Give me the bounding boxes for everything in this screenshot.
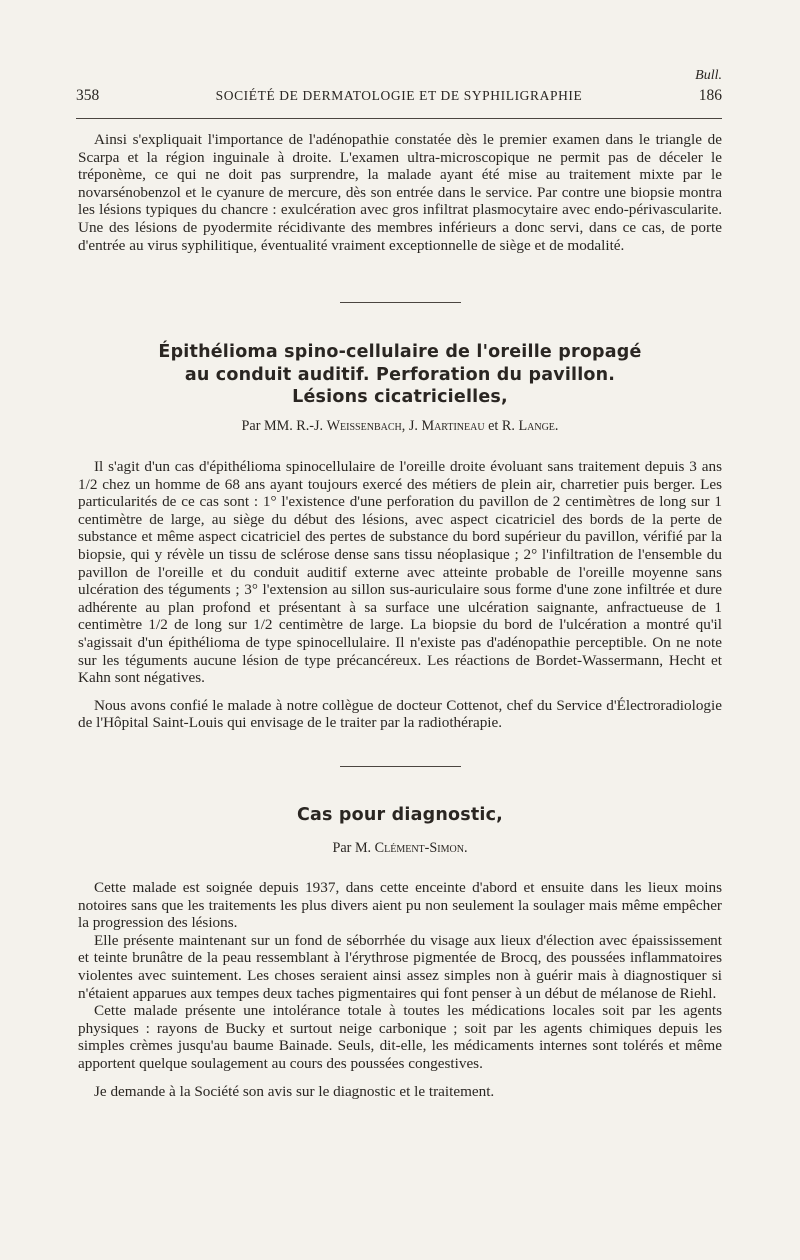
continuation-paragraph: Ainsi s'expliquait l'importance de l'adénopathie constatée dès le premier examen dans le triangle de Scarpa et la région inguinale à droite. L'examen ultra-microscopique ne permit pas de déceler le tréponème, ce qui ne doit pas surprendre, la malade ayant été mise au traitement mixte par le novarsénobenzol et le cyanure de mercure, dès son entrée dans le service. Par contre une biopsie montra les lésions typiques du chancre : exulcération avec gros infiltrat plasmocytaire avec endo-périvascularite. Une des lésions de pyodermite récidivante des membres inférieurs a donc servi, dans ce cas, de porte d'entrée au virus syphilitique, éventualité vraiment exceptionnelle de siège et de modalité.: [78, 131, 722, 254]
article-title-line: au conduit auditif. Perforation du pavillon.: [184, 364, 616, 385]
page-number: 358: [76, 87, 100, 104]
author-name: Lange.: [518, 418, 559, 434]
article-title: [78, 804, 722, 827]
header-note: Bull.: [695, 68, 722, 83]
section-separator: [340, 766, 461, 767]
authors-conjunction: et R.: [488, 418, 515, 434]
article-authors: [78, 840, 722, 857]
article-paragraph: Cette malade est soignée depuis 1937, dans cette enceinte d'abord et ensuite dans les lieux moins notoires sans que les traitements les plus divers aient pu non seulement la soulager mais même empêcher la progression des lésions.: [78, 879, 722, 932]
article-title-line: Cas pour diagnostic,: [296, 805, 504, 825]
article-body: [78, 879, 722, 1100]
issue-number: 186: [698, 87, 722, 104]
continuation-text: [78, 131, 722, 254]
article-title: [78, 341, 722, 409]
header-rule: [76, 118, 722, 119]
article-paragraph: Nous avons confié le malade à notre collègue de docteur Cottenot, chef du Service d'Électroradiologie de l'Hôpital Saint-Louis qui envisage de le traiter par la radiothérapie.: [78, 696, 722, 732]
author-name: Martineau: [421, 418, 485, 434]
journal-title: SOCIÉTÉ DE DERMATOLOGIE ET DE SYPHILIGRAPHIE: [215, 88, 583, 103]
article-title-line: Épithélioma spino-cellulaire de l'oreille propagé: [158, 342, 642, 362]
author-initial: J.: [408, 418, 418, 434]
article-paragraph: Il s'agit d'un cas d'épithélioma spinocellulaire de l'oreille droite évoluant sans traitement depuis 3 ans 1/2 chez un homme de 68 ans ayant toujours exercé des métiers de plein air, charretier puis berger. Les particularités de ce cas sont : 1° l'existence d'une perforation du pavillon de 2 centimètres de long sur 1 centimètre de large, au siège du début des lésions, avec aspect cicatriciel des bords de la perte de substance et même aspect cicatriciel des pertes de substance du bord supérieur du pavillon, vérifié par la biopsie, qui y révèle un tissu de sclérose dense sans tissu néoplasique ; 2° l'infiltration de l'ensemble du pavillon de l'oreille et du conduit auditif externe avec atteinte probable de l'oreille moyenne sans ulcération des téguments ; 3° l'extension au sillon sus-auriculaire sous forme d'une zone infiltrée et dure adhérente au plan profond et présentant à sa surface une ulcération saignante, anfractueuse de 1 centimètre 1/2 de long sur 1/2 centimètre de large. La biopsie du bord de l'ulcération a montré qu'il s'agissait d'un épithélioma de type spinocellulaire. Il n'existe pas d'adénopathie perceptible. On ne note sur les téguments aucune lésion de type précancéreux. Les réactions de Bordet-Wassermann, Hecht et Kahn sont négatives.: [78, 458, 722, 687]
authors-prefix: Par MM. R.-J.: [241, 418, 324, 434]
section-separator: [340, 302, 461, 303]
article-paragraph: Cette malade présente une intolérance totale à toutes les médications locales soit par les agents physiques : rayons de Bucky et surtout neige carbonique ; soit par les agents chimiques depuis les simples crèmes jusqu'au baume Bainade. Seuls, dit-elle, les médicaments internes sont tolérés et même apportent quelque soulagement au cours des poussées congestives.: [78, 1002, 722, 1072]
article-body: [78, 458, 722, 732]
authors-prefix: Par M.: [332, 840, 372, 856]
article-paragraph: Elle présente maintenant sur un fond de séborrhée du visage aux lieux d'élection avec épaississement et teinte brunâtre de la peau ressemblant à l'érythrose pigmentée de Brocq, des poussées inflammatoires violentes avec suintement. Les choses seraient ainsi assez simples non à guérir mais à diagnostiquer si n'étaient apparues aux tempes deux taches pigmentaires qui font penser à un début de mélanose de Riehl.: [78, 931, 722, 1002]
article-paragraph: Je demande à la Société son avis sur le diagnostic et le traitement.: [94, 1082, 495, 1100]
article-authors: [78, 418, 722, 435]
article-title-line: Lésions cicatricielles,: [292, 387, 508, 407]
author-name: Clément-Simon.: [374, 840, 468, 856]
author-name: Weissenbach,: [326, 418, 406, 434]
running-head: [76, 87, 722, 105]
